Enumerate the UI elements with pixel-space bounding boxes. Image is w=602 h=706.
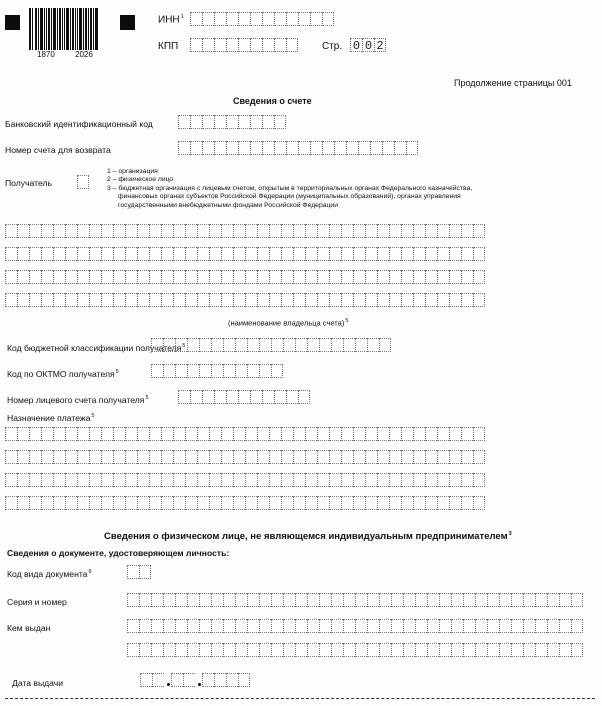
purpose-row[interactable] <box>5 427 485 441</box>
bik-field[interactable] <box>178 115 286 129</box>
document-section-title: Сведения о документе, удостоверяющем личность: <box>7 548 230 558</box>
owner-name-row[interactable] <box>5 293 485 307</box>
account-field[interactable] <box>178 141 418 155</box>
owner-name-row[interactable] <box>5 270 485 284</box>
kbk-field[interactable] <box>151 338 391 352</box>
continuation-text: Продолжение страницы 001 <box>454 78 572 88</box>
owner-name-row[interactable] <box>5 224 485 238</box>
recipient-field[interactable] <box>77 175 89 189</box>
corner-marker-left <box>5 15 20 30</box>
recipient-label: Получатель <box>5 178 52 188</box>
doc-type-field[interactable] <box>127 565 151 579</box>
kpp-label: КПП <box>158 41 179 52</box>
owner-caption: (наименование владельца счета)$^5$ <box>228 318 349 328</box>
barcode-icon <box>29 8 99 50</box>
recipient-options: 1 – организация 2 – физическое лицо 3 – бюджетная организация с лицевым счетом, открытым в территориальных органах Федерального казначейства, финансовых органах субъектов Российской Федерации (муниципальных образований), органах управления государственными внебюджетными фондами Российской Федерации <box>107 168 473 209</box>
corner-marker-right <box>120 15 135 30</box>
issued-by-label: Кем выдан <box>7 623 51 633</box>
issued-by-row[interactable] <box>127 643 583 657</box>
account-label: Номер счета для возврата <box>5 145 111 155</box>
kpp-field[interactable] <box>190 38 298 52</box>
issue-date-label: Дата выдачи <box>12 678 64 688</box>
inn-label: ИНН$^1$ <box>158 14 184 26</box>
date-dot <box>167 683 170 686</box>
cut-line <box>5 698 595 699</box>
page-label: Стр. <box>322 41 343 52</box>
personal-account-label: Номер лицевого счета получателя$^5$ <box>7 395 149 405</box>
oktmo-label: Код по ОКТМО получателя$^5$ <box>7 369 119 379</box>
issue-date-field[interactable] <box>140 673 250 687</box>
barcode-number-right: 2026 <box>75 50 93 59</box>
date-dot <box>198 683 201 686</box>
kbk-label: Код бюджетной классификации получателя$^5$ <box>7 343 186 353</box>
purpose-row[interactable] <box>5 450 485 464</box>
purpose-label: Назначение платежа$^5$ <box>7 413 95 423</box>
issued-by-row[interactable] <box>127 619 583 633</box>
doc-type-label: Код вида документа$^6$ <box>7 569 92 579</box>
owner-name-row[interactable] <box>5 247 485 261</box>
bank-section-title: Сведения о счете <box>233 96 312 106</box>
series-number-label: Серия и номер <box>7 597 67 607</box>
page-number-field: 0 0 2 <box>350 38 386 52</box>
personal-account-field[interactable] <box>178 390 310 404</box>
oktmo-field[interactable] <box>151 364 283 378</box>
inn-field[interactable] <box>190 12 334 26</box>
series-number-field[interactable] <box>127 593 583 607</box>
person-section-title: Сведения о физическом лице, не являющемся индивидуальным предпринимателем$^3$ <box>104 531 512 543</box>
bik-label: Банковский идентификационный код <box>5 119 153 129</box>
barcode-number-left: 1870 <box>37 50 55 59</box>
purpose-row[interactable] <box>5 496 485 510</box>
purpose-row[interactable] <box>5 473 485 487</box>
